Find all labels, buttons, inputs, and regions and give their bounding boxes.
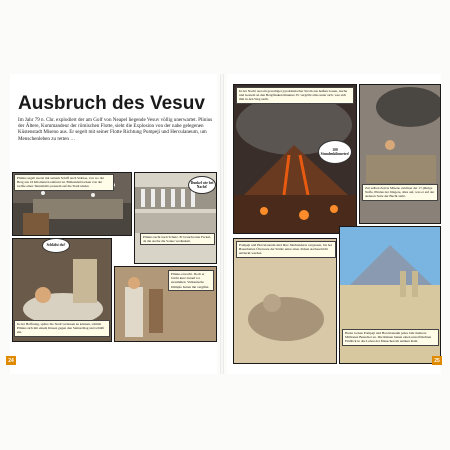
- panel-nephew: [359, 84, 441, 224]
- caption-torch: Plinius sucht nach Schutz. Er braucht eine Fackel, da die Asche die Sonne verdunkelt.: [140, 233, 215, 245]
- bubble-sleep: Schläfst du?: [42, 238, 70, 253]
- page-number-left: 24: [6, 356, 16, 365]
- caption-ship: Plinius segelt zuerst mit seinem Schiff nach Stabiae, von wo der Berg aus 16 Kilometern entfernt ist. Bimssteinbrocken von der Größe eines Tennisballs prasseln auf die Stadt nieder.: [14, 174, 114, 191]
- panel-nephew-illustration: [360, 85, 441, 224]
- caption-today: Heute locken Pompeji und Herculaneum jedes Jahr mehrere Millionen Besucher an. Die Ruinen bieten einen unverfälschten Einblick in das Leben der Menschen im antiken Rom.: [342, 329, 439, 346]
- book-gutter: [220, 74, 224, 374]
- intro-text: Im Jahr 79 n. Chr. explodiert der am Golf von Neapel liegende Vesuv völlig unerwartet. Plinius der Ältere, Kommandeur der römischen Flotte, sieht die Explosion von der nahe gelegenen Küstenstadt Miseno aus. Er segelt mit seiner Flotte Richtung Pompeji und Herculaneum, um Menschenleben zu retten …: [18, 117, 213, 142]
- caption-dawn: Plinius erwacht. Doch er bricht kurz darauf tot zusammen. Vulkanische Dämpfe hatten ihn vergiftet.: [168, 270, 214, 291]
- bubble-dark: Dunkel wie bei Nacht!: [188, 176, 216, 194]
- caption-forgotten: Pompeji und Herculaneum sind über Jahrhunderte vergessen, bis bei Bauarbeiten Überreste der Städte unter einer dicken Ascheschicht entdeckt werden.: [236, 241, 336, 258]
- bubble-speed: 100 Stundenkilometer!: [318, 140, 352, 164]
- caption-pillow: In der Hoffnung, später die Stadt verlassen zu können, schützt Plinius sich mit einem Kissen gegen den Steinschlag und schläft ein.: [14, 320, 110, 337]
- caption-night: In der Nacht rast ein gewaltiger pyroklastischer Strom aus heißen Gasen, Asche und Gestein an den Bergflanken hinunter. Er vergräbt alles unter sich, was sich ihm in den Weg stellt.: [236, 87, 354, 104]
- caption-nephew: Zur selben Zeit in Miseno zeichnet der 17-jährige Neffe, Plinius der Jüngere, alles auf, was er auf der anderen Seite der Bucht sieht.: [362, 184, 438, 201]
- page-title: Ausbruch des Vesuv: [18, 93, 205, 114]
- panel-forgotten-illustration: [234, 239, 337, 364]
- page-number-right: 25: [432, 356, 442, 365]
